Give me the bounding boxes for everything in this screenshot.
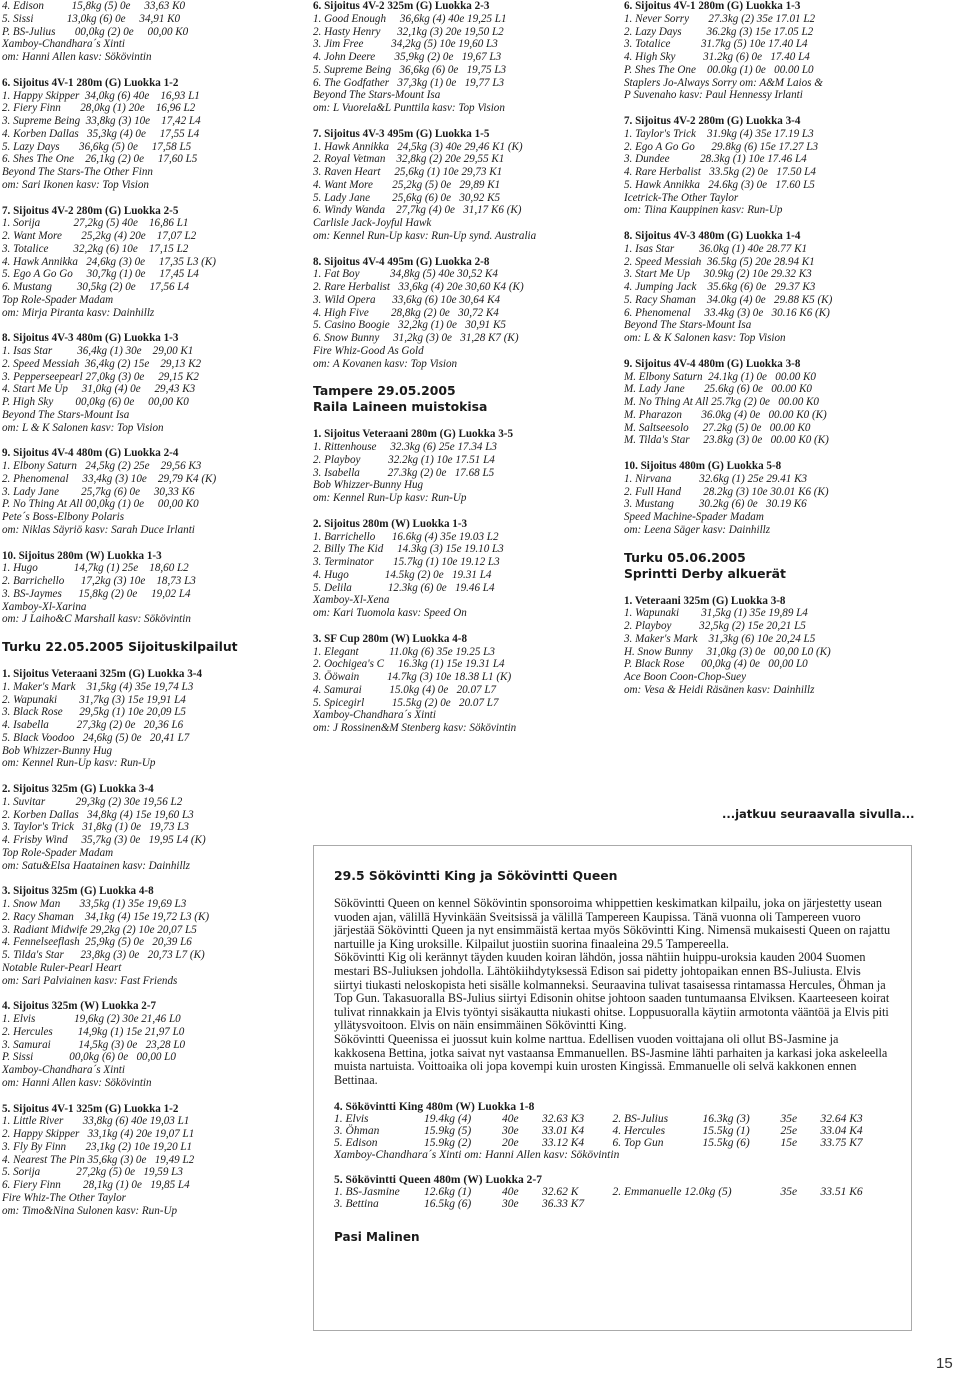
article-box: [313, 845, 912, 1331]
result-block: [2, 885, 300, 987]
king-table: [334, 1113, 891, 1149]
race-title: 7. Sijoitus 4V-3 495m (G) Luokka 1-5: [313, 127, 490, 140]
result-line: 5. Lazy Days 36,6kg (5) 0e 17,58 L5: [2, 140, 192, 153]
result-line: 6. Shes The One 26,1kg (2) 0e 17,60 L5: [2, 153, 198, 166]
result-cell: 1. BS-Jasmine: [334, 1186, 400, 1199]
result-line: 4. Korben Dallas 35,3kg (4) 0e 17,55 L4: [2, 127, 200, 140]
result-line: om: Vesa & Heidi Räsänen kasv: Dainhillz: [624, 683, 815, 696]
race-title: 7. Sijoitus 4V-2 280m (G) Luokka 2-5: [2, 204, 179, 217]
result-cell: 19.4kg (4): [424, 1113, 472, 1126]
result-row: [613, 1186, 892, 1198]
queen-results: [334, 1174, 891, 1210]
result-line: 3. Black Rose 29,5kg (1) 10e 20,09 L5: [2, 706, 186, 719]
race-title: 1. Sijoitus Veteraani 280m (G) Luokka 3-5: [313, 428, 514, 441]
result-block: [2, 550, 300, 627]
result-cell: 32.63 K3: [542, 1113, 585, 1126]
result-cell: 40e: [502, 1113, 519, 1126]
result-line: om: J Rossinen&M Stenberg kasv: Sökövintin: [313, 722, 517, 734]
king-title: 4. Sökövintti King 480m (W) Luokka 1-8: [334, 1101, 535, 1114]
race-title: 6. Sijoitus 4V-1 280m (G) Luokka 1-3: [624, 0, 801, 12]
race-title: 2. Sijoitus 280m (W) Luokka 1-3: [313, 517, 468, 530]
result-line: 4. High Five 28,8kg (2) 0e 30,72 K4: [313, 306, 499, 319]
result-cell: 2. BS-Julius: [612, 1113, 669, 1126]
result-line: P. Sissi 00,0kg (6) 0e 00,00 L0: [2, 1051, 176, 1064]
article-paragraph: Sökövintti Queenissa ei juossut kuin kolme narttua. Edellisen vuoden voittajana oli ollut BS-Jasmine ja kakkosena Bettina, jotka saivat nyt vastaansa Emmanuellen. BS-Jasmine lähti parhaiten ja karkasi joka askeleella muista nartuista. Voittoaika oli jopa kovempi kuin urosten Kingissä. Emmanuelle oli selvä kakkonen ennen Bettinaa.: [334, 1031, 888, 1087]
result-cell: 33.12 K4: [542, 1137, 585, 1150]
result-line: 1. Happy Skipper 34,0kg (6) 40e 16,93 L1: [2, 89, 200, 102]
result-cell: 15.9kg (5): [424, 1125, 472, 1138]
result-line: P. No Thing At All 00,0kg (1) 0e 00,00 K0: [2, 498, 199, 511]
result-line: 1. Fat Boy 34,8kg (5) 40e 30,52 K4: [313, 268, 498, 281]
result-line: M. Elbony Saturn 24.1kg (1) 0e 00.00 K0: [624, 370, 816, 383]
result-cell: 15.5kg (6): [702, 1137, 750, 1150]
result-line: 2. Billy The Kid 14.3kg (3) 15e 19.10 L3: [313, 543, 504, 556]
result-line: om: Mirja Piranta kasv: Dainhillz: [2, 306, 155, 319]
result-line: om: Sari Palviainen kasv: Fast Friends: [2, 974, 178, 987]
result-block: [624, 595, 924, 697]
result-line: P. High Sky 00,0kg (6) 0e 00,00 K0: [2, 396, 189, 408]
result-line: Bob Whizzer-Bunny Hug: [313, 479, 424, 492]
result-line: Bob Whizzer-Bunny Hug: [2, 744, 113, 757]
result-line: 1. Taylor's Trick 31.9kg (4) 35e 17.19 L3: [624, 127, 814, 140]
race-title: 6. Sijoitus 4V-1 280m (G) Luokka 1-2: [2, 76, 179, 89]
result-cell: 35e: [780, 1113, 798, 1126]
result-cell: 32.64 K3: [820, 1113, 863, 1126]
result-line: 2. Korben Dallas 34,8kg (4) 15e 19,60 L3: [2, 808, 194, 821]
result-line: 3. Totalice 31.7kg (5) 10e 17.40 L4: [624, 38, 808, 51]
result-line: 6. Phenomenal 33.4kg (3) 0e 30.16 K6 (K): [624, 306, 830, 319]
race-title: 8. Sijoitus 4V-4 495m (G) Luokka 2-8: [313, 255, 490, 268]
result-cell: [703, 1186, 781, 1198]
result-line: 1. Maker's Mark 31,5kg (4) 35e 19,74 L3: [2, 680, 194, 693]
result-line: 2. Phenomenal 33,4kg (3) 10e 29,79 K4 (K): [2, 472, 217, 485]
result-cell: 3. Bettina: [334, 1198, 379, 1211]
result-cell: 20e: [502, 1137, 519, 1150]
event-heading: Turku 05.06.2005 Sprintti Derby alkuerät: [624, 549, 786, 581]
article-body: [334, 897, 891, 1087]
king-right: [613, 1113, 892, 1149]
race-title: 8. Sijoitus 4V-3 480m (G) Luokka 1-4: [624, 230, 801, 242]
article-paragraph: Sökövintti Kig oli kerännyt täyden kuuden koiran lähdön, jossa nähtiin huippu-uroksia kauden 2004 Suomen mestari BS-Juliuksen johdolla. Lähtökiihdytyksessä Edison sai pidetty johtopaikan ennen BS-Juliusta. Elvis siirtyi tiukasti neloskopista heti sisälle kolmanneksi. Seuraavina tulivat tasaisessa rintamassa Hercules, Öhman ja Top Gun. Takasuoralla BS-Julius siirtyi Edisonin ohitse johtoon saaden tuntumaansa Elviksen. Kaarteeseen koirat tulivat rinnakkain ja Elvis työntyi sisäkautta niukasti ohitse. Loppusuoralla käytiin armotonta vääntöä ja Elvis piti yllätysvoitoon. Elvis on näin ensimmäinen Sökövintti King.: [334, 950, 890, 1033]
result-line: 4. Fennelseeflash 25,9kg (5) 0e 20,39 L6: [2, 936, 192, 949]
result-line: Beyond The Stars-Mount Isa: [624, 319, 752, 332]
result-line: 1. Elvis 19,6kg (2) 30e 21,46 L0: [2, 1013, 181, 1025]
result-line: Beyond The Stars-The Other Finn: [2, 166, 153, 178]
result-block: [313, 383, 611, 415]
result-line: 2. Want More 25,2kg (4) 20e 17,07 L2: [2, 230, 197, 242]
result-row: [613, 1137, 892, 1149]
race-title: 1. Veteraani 325m (G) Luokka 3-8: [624, 594, 786, 607]
result-line: 4. High Sky 31.2kg (6) 0e 17.40 L4: [624, 51, 810, 63]
article-paragraph: Sökövintti Queen on kennel Sökövintin sponsoroima whippettien keskimatkan kilpailu, joka on järjestetty usean vuoden ajan, välillä Hyvinkään Sveitsissä ja välillä Tampereen Kaupissa. Tänä vuonna oli Tampereen vuoro järjestää Sökövintti Queen ja nyt ensimmäistä kertaa myös Sökövintti King. Nimensä mukaisesti Queen on rajattu nartuille ja King uroksille. Kilpailut juostiin suorina finaaleina 29.5 Tampereella.: [334, 896, 891, 951]
result-line: 2. Playboy 32.2kg (1) 10e 17.51 L4: [313, 453, 495, 466]
result-line: 3. Samurai 14,5kg (3) 0e 23,28 L0: [2, 1038, 186, 1051]
result-line: Top Role-Spader Madam: [2, 293, 114, 306]
result-cell: 40e: [502, 1186, 519, 1199]
result-row: [613, 1113, 892, 1125]
race-title: 8. Sijoitus 4V-3 480m (G) Luokka 1-3: [2, 332, 179, 345]
result-line: 1. Wapunaki 31,5kg (1) 35e 19,89 L4: [624, 607, 808, 620]
result-line: om: Hanni Allen kasv: Sökövintin: [2, 51, 152, 63]
result-line: Xamboy-Chandhara´s Xinti: [2, 38, 125, 51]
result-cell: 15.9kg (2): [424, 1137, 472, 1150]
result-line: 3. Terminator 15.7kg (1) 10e 19.12 L3: [313, 556, 500, 568]
result-block: [313, 128, 611, 243]
result-cell: 2. Emmanuelle 12.0kg (5): [612, 1186, 732, 1199]
result-line: 3. Raven Heart 25,6kg (1) 10e 29,73 K1: [313, 166, 503, 178]
result-line: 2. Wapunaki 31,7kg (3) 15e 19,91 L4: [2, 693, 186, 706]
result-line: M. No Thing At All 25.7kg (2) 0e 00.00 K0: [624, 396, 819, 408]
race-title: 3. Sijoitus 325m (G) Luokka 4-8: [2, 885, 154, 898]
result-line: 5. Sorija 27,2kg (5) 0e 19,59 L3: [2, 1166, 183, 1179]
king-left: [334, 1113, 613, 1149]
result-line: 4. Hugo 14.5kg (2) 0e 19.31 L4: [313, 568, 492, 581]
result-line: 2. Racy Shaman 34,1kg (4) 15e 19,72 L3 (K): [2, 910, 210, 923]
result-row: [334, 1125, 613, 1137]
result-line: Ace Boon Coon-Chop-Suey: [624, 671, 746, 683]
result-line: om: A Kovanen kasv: Top Vision: [313, 357, 458, 370]
result-line: 6. The Godfather 37,3kg (1) 0e 19,77 L3: [313, 76, 505, 89]
result-block: [2, 332, 300, 434]
result-line: 5. Casino Boogie 32,2kg (1) 0e 30,91 K5: [313, 319, 506, 332]
race-title: 3. SF Cup 280m (W) Luokka 4-8: [313, 632, 468, 645]
result-block: [624, 460, 924, 537]
queen-right: [613, 1186, 892, 1210]
result-block: [2, 668, 300, 770]
page-number: 15: [936, 1355, 953, 1372]
result-line: 4. Jumping Jack 35.6kg (6) 0e 29.37 K3: [624, 281, 816, 293]
result-line: 1. Barrichello 16.6kg (4) 35e 19.03 L2: [313, 530, 499, 543]
race-title: 10. Sijoitus 480m (G) Luokka 5-8: [624, 460, 782, 472]
result-line: P. BS-Julius 00,0kg (2) 0e 00,00 K0: [2, 25, 189, 38]
results-column-1: [2, 0, 300, 1230]
result-row: [334, 1198, 613, 1210]
result-line: 4. Isabella 27,3kg (2) 0e 20,36 L6: [2, 719, 184, 731]
result-cell: 33.75 K7: [820, 1137, 863, 1150]
result-line: om: Tiina Kauppinen kasv: Run-Up: [624, 204, 783, 217]
result-line: 1. Never Sorry 27.3kg (2) 35e 17.01 L2: [624, 12, 816, 25]
result-line: 4. Edison 15,8kg (5) 0e 33,63 K0: [2, 0, 186, 12]
queen-left: [334, 1186, 613, 1210]
king-results: [334, 1101, 891, 1161]
result-cell: 33.04 K4: [820, 1125, 863, 1138]
result-line: 4. Samurai 15.0kg (4) 0e 20.07 L7: [313, 683, 497, 696]
result-line: 1. Snow Man 33,5kg (1) 35e 19,69 L3: [2, 898, 187, 910]
result-cell: 36.33 K7: [542, 1198, 585, 1211]
result-line: 6. Windy Wanda 27,7kg (4) 0e 31,17 K6 (K): [313, 204, 522, 217]
queen-title: 5. Sökövintti Queen 480m (W) Luokka 2-7: [334, 1174, 542, 1187]
king-footer: Xamboy-Chandhara´s Xinti om: Hanni Allen kasv: Sökövintin: [334, 1149, 620, 1162]
result-line: 1. Isas Star 36,4kg (1) 30e 29,00 K1: [2, 345, 194, 357]
result-line: 4. Rare Herbalist 33.5kg (2) 0e 17.50 L4: [624, 166, 816, 178]
result-line: Xamboy-Xl-Xarina: [2, 600, 87, 613]
result-line: om: Kennel Run-Up kasv: Run-Up: [313, 492, 467, 504]
result-line: 2. Hercules 14,9kg (1) 15e 21,97 L0: [2, 1025, 185, 1038]
result-line: om: Satu&Elsa Haatainen kasv: Dainhillz: [2, 859, 190, 872]
result-line: M. Saltseesolo 27.2kg (5) 0e 00.00 K0: [624, 421, 811, 434]
result-line: 5. Supreme Being 36,6kg (6) 0e 19,75 L3: [313, 63, 507, 76]
result-line: P Suvenaho kasv: Paul Hennessy Irlanti: [624, 89, 803, 102]
race-title: 4. Sijoitus 325m (W) Luokka 2-7: [2, 1000, 157, 1013]
result-line: 6. Mustang 30,5kg (2) 0e 17,56 L4: [2, 281, 190, 293]
result-line: om: Hanni Allen kasv: Sökövintin: [2, 1076, 152, 1089]
result-line: om: Kennel Run-Up kasv: Run-Up synd. Australia: [313, 229, 537, 242]
result-block: [624, 0, 924, 102]
race-title: 7. Sijoitus 4V-2 280m (G) Luokka 3-4: [624, 115, 801, 127]
race-title: 6. Sijoitus 4V-2 325m (G) Luokka 2-3: [313, 0, 490, 12]
result-block: [2, 1103, 300, 1218]
result-block: [313, 633, 611, 735]
result-line: 6. Fiery Finn 28,1kg (1) 0e 19,85 L4: [2, 1179, 190, 1191]
result-line: Beyond The Stars-Mount Isa: [2, 408, 130, 421]
result-line: Fire Whiz-Good As Gold: [313, 344, 424, 357]
result-line: P. Black Rose 00,0kg (4) 0e 00,00 L0: [624, 658, 808, 671]
result-line: M. Tilda's Star 23.8kg (3) 0e 00.00 K0 (K): [624, 434, 829, 447]
result-cell: 16.5kg (6): [424, 1198, 472, 1211]
result-line: Beyond The Stars-Mount Isa: [313, 89, 441, 102]
result-line: Xamboy-Chandhara´s Xinti: [313, 709, 436, 722]
article-title: 29.5 Sökövintti King ja Sökövintti Queen: [334, 868, 618, 883]
result-block: [313, 518, 611, 620]
result-line: 3. Start Me Up 30.9kg (2) 10e 29.32 K3: [624, 268, 812, 281]
result-line: 4. Nearest The Pin 35,6kg (3) 0e 19,49 L2: [2, 1153, 195, 1166]
result-line: 4. Want More 25,2kg (5) 0e 29,89 K1: [313, 178, 501, 191]
result-block: [2, 77, 300, 192]
result-line: 3. Jim Free 34,2kg (5) 10e 19,60 L3: [313, 38, 498, 51]
result-line: M. Lady Jane 25.6kg (6) 0e 00.00 K0: [624, 383, 812, 396]
result-line: Pete´s Boss-Elbony Polaris: [2, 511, 125, 523]
result-line: om: Niklas Säyriö kasv: Sarah Duce Irlanti: [2, 523, 195, 536]
result-cell: 30e: [502, 1198, 519, 1211]
result-line: 1. Good Enough 36,6kg (4) 40e 19,25 L1: [313, 12, 507, 25]
result-block: [313, 256, 611, 371]
result-line: om: L Vuorela&L Punttila kasv: Top Vision: [313, 102, 505, 114]
result-row: [334, 1186, 613, 1198]
result-line: 3. Dundee 28.3kg (1) 10e 17.46 L4: [624, 153, 807, 166]
result-row: [334, 1113, 613, 1125]
result-line: 2. Playboy 32,5kg (2) 15e 20,21 L5: [624, 620, 806, 632]
result-line: 1. Isas Star 36.0kg (1) 40e 28.77 K1: [624, 242, 808, 255]
result-line: 1. Nirvana 32.6kg (1) 25e 29.41 K3: [624, 472, 808, 485]
result-block: [2, 1000, 300, 1089]
race-title: 5. Sijoitus 4V-1 325m (G) Luokka 1-2: [2, 1102, 179, 1115]
result-line: 3. BS-Jaymes 15,8kg (2) 0e 19,02 L4: [2, 587, 191, 600]
result-line: 5. Black Voodoo 24,6kg (5) 0e 20,41 L7: [2, 731, 190, 744]
result-line: om: Leena Säger kasv: Dainhillz: [624, 523, 771, 536]
result-line: 3. Pepperseepearl 27,0kg (3) 0e 29,15 K2: [2, 370, 199, 383]
result-line: 2. Hasty Henry 32,1kg (3) 20e 19,50 L2: [313, 25, 504, 38]
result-line: 3. Totalice 32,2kg (6) 10e 17,15 L2: [2, 242, 189, 255]
result-cell: 33.01 K4: [542, 1125, 585, 1138]
result-line: 4. Frisby Wind 35,7kg (3) 0e 19,95 L4 (K): [2, 834, 206, 846]
result-line: 5. Racy Shaman 34.0kg (4) 0e 29.88 K5 (K): [624, 293, 833, 306]
continued-note: ...jatkuu seuraavalla sivulla...: [722, 807, 915, 821]
result-line: 5. Sissi 13,0kg (6) 0e 34,91 K0: [2, 12, 181, 25]
result-line: 2. Royal Vetman 32,8kg (2) 20e 29,55 K1: [313, 153, 505, 166]
result-line: 5. Hawk Annikka 24.6kg (3) 0e 17.60 L5: [624, 178, 815, 191]
result-line: 5. Ego A Go Go 30,7kg (1) 0e 17,45 L4: [2, 268, 199, 281]
result-block: [624, 550, 924, 582]
result-line: Fire Whiz-The Other Taylor: [2, 1191, 126, 1204]
result-line: 4. John Deere 35,9kg (2) 0e 19,67 L3: [313, 51, 502, 63]
result-cell: 3. Öhman: [334, 1125, 380, 1138]
race-title: 9. Sijoitus 4V-4 480m (G) Luokka 3-8: [624, 357, 801, 370]
result-line: om: Timo&Nina Sulonen kasv: Run-Up: [2, 1204, 178, 1217]
result-block: [2, 447, 300, 536]
result-line: Notable Ruler-Pearl Heart: [2, 961, 122, 974]
result-line: Icetrick-The Other Taylor: [624, 191, 739, 204]
result-line: 3. Fly By Finn 23,1kg (2) 10e 19,20 L1: [2, 1140, 193, 1153]
result-cell: 16.3kg (3): [702, 1113, 750, 1126]
result-cell: 33.51 K6: [820, 1186, 863, 1199]
result-line: 1. Little River 33,8kg (6) 40e 19,03 L1: [2, 1115, 190, 1128]
result-line: 5. Delila 12.3kg (6) 0e 19.46 L4: [313, 581, 495, 594]
result-block: [313, 0, 611, 115]
results-column-3: [624, 0, 924, 710]
result-line: 3. Taylor's Trick 31,8kg (1) 0e 19,73 L3: [2, 821, 189, 834]
result-block: [624, 358, 924, 447]
result-line: M. Pharazon 36.0kg (4) 0e 00.00 K0 (K): [624, 408, 827, 421]
result-cell: 35e: [780, 1186, 798, 1199]
result-line: 2. Speed Messiah 36,4kg (2) 15e 29,13 K2: [2, 357, 202, 370]
result-line: Staplers Jo-Always Sorry om: A&M Laios &: [624, 76, 823, 89]
result-cell: 6. Top Gun: [612, 1137, 664, 1150]
event-heading: Tampere 29.05.2005 Raila Laineen muistokisa: [313, 383, 488, 415]
result-row: [334, 1137, 613, 1149]
result-cell: 15.5kg (1): [702, 1125, 750, 1138]
result-line: 2. Lazy Days 36.2kg (3) 15e 17.05 L2: [624, 25, 814, 38]
result-line: 3. Radiant Midwife 29,2kg (2) 10e 20,07 L5: [2, 923, 197, 936]
result-line: 2. Ego A Go Go 29.8kg (6) 15e 17.27 L3: [624, 140, 819, 153]
result-line: 1. Hawk Annikka 24,5kg (3) 40e 29,46 K1 (K): [313, 140, 523, 153]
result-line: 4. Hawk Annikka 24,6kg (3) 0e 17,35 L3 (K): [2, 255, 216, 268]
result-line: 2. Speed Messiah 36.5kg (5) 20e 28.94 K1: [624, 255, 815, 268]
race-title: 2. Sijoitus 325m (G) Luokka 3-4: [2, 783, 154, 795]
result-line: 2. Full Hand 28.2kg (3) 10e 30.01 K6 (K): [624, 485, 829, 498]
result-cell: 5. Edison: [334, 1137, 378, 1150]
queen-table: [334, 1186, 891, 1210]
result-line: 3. Maker's Mark 31,3kg (6) 10e 20,24 L5: [624, 632, 816, 645]
result-block: [624, 230, 924, 345]
results-column-2: [313, 0, 611, 748]
event-heading: Turku 22.05.2005 Sijoituskilpailut: [2, 639, 238, 654]
race-title: 10. Sijoitus 280m (W) Luokka 1-3: [2, 549, 162, 562]
result-cell: 12.6kg (1): [424, 1186, 472, 1199]
result-line: 3. Mustang 30.2kg (6) 0e 30.19 K6: [624, 498, 807, 511]
result-row: [613, 1125, 892, 1137]
result-line: H. Snow Bunny 31,0kg (3) 0e 00,00 L0 (K): [624, 645, 831, 658]
author: Pasi Malinen: [334, 1230, 420, 1245]
result-line: 5. Spicegirl 15.5kg (2) 0e 20.07 L7: [313, 696, 499, 709]
result-line: Speed Machine-Spader Madam: [624, 511, 764, 523]
result-block: [313, 428, 611, 505]
result-line: 3. Isabella 27.3kg (2) 0e 17.68 L5: [313, 466, 495, 479]
result-line: 1. Elegant 11.0kg (6) 35e 19.25 L3: [313, 645, 495, 658]
result-block: [2, 0, 300, 64]
result-line: 5. Lady Jane 25,6kg (6) 0e 30,92 K5: [313, 191, 501, 204]
result-cell: 25e: [780, 1125, 798, 1138]
result-cell: 1. Elvis: [334, 1113, 369, 1126]
result-line: Top Role-Spader Madam: [2, 846, 114, 859]
race-title: 1. Sijoitus Veteraani 325m (G) Luokka 3-4: [2, 668, 203, 680]
result-line: 2. Happy Skipper 33,1kg (4) 20e 19,07 L1: [2, 1128, 195, 1140]
result-line: 1. Rittenhouse 32.3kg (6) 25e 17.34 L3: [313, 441, 497, 453]
result-cell: 32.62 K: [542, 1186, 579, 1199]
result-block: [2, 639, 300, 655]
result-line: P. Shes The One 00.0kg (1) 0e 00.00 L0: [624, 63, 814, 76]
result-line: om: J Laiho&C Marshall kasv: Sökövintin: [2, 613, 191, 626]
result-line: 2. Barrichello 17,2kg (3) 10e 18,73 L3: [2, 575, 196, 587]
result-line: 2. Oochigea's C 16.3kg (1) 15e 19.31 L4: [313, 658, 505, 671]
result-line: Carlisle Jack-Joyful Hawk: [313, 217, 432, 229]
result-line: 2. Fiery Finn 28,0kg (1) 20e 16,96 L2: [2, 102, 196, 115]
result-line: Xamboy-Chandhara´s Xinti: [2, 1064, 125, 1076]
result-line: 3. Lady Jane 25,7kg (6) 0e 30,33 K6: [2, 485, 195, 498]
result-line: om: Kennel Run-Up kasv: Run-Up: [2, 757, 156, 770]
result-line: om: L & K Salonen kasv: Top Vision: [2, 421, 164, 434]
result-line: 1. Hugo 14,7kg (1) 25e 18,60 L2: [2, 562, 189, 575]
result-line: om: L & K Salonen kasv: Top Vision: [624, 332, 786, 344]
result-cell: 4. Hercules: [612, 1125, 666, 1138]
result-block: [624, 115, 924, 217]
result-line: om: Sari Ikonen kasv: Top Vision: [2, 178, 149, 191]
race-title: 9. Sijoitus 4V-4 480m (G) Luokka 2-4: [2, 447, 179, 460]
result-cell: 30e: [502, 1125, 519, 1138]
result-line: 6. Snow Bunny 31,2kg (3) 0e 31,28 K7 (K): [313, 332, 519, 344]
result-block: [2, 783, 300, 872]
result-cell: 15e: [780, 1137, 798, 1150]
result-line: 3. Wild Opera 33,6kg (6) 10e 30,64 K4: [313, 293, 501, 306]
result-line: 1. Sorija 27,2kg (5) 40e 16,86 L1: [2, 217, 189, 230]
result-line: 5. Tilda's Star 23,8kg (3) 0e 20,73 L7 (K): [2, 949, 205, 961]
result-line: 4. Start Me Up 31,0kg (4) 0e 29,43 K3: [2, 383, 196, 396]
result-block: [2, 205, 300, 320]
result-line: 3. Ööwain 14.7kg (3) 10e 18.38 L1 (K): [313, 671, 512, 683]
result-line: Xamboy-Xl-Xena: [313, 594, 390, 607]
result-line: 1. Elbony Saturn 24,5kg (2) 25e 29,56 K3: [2, 460, 202, 472]
result-line: 3. Supreme Being 33,8kg (3) 10e 17,42 L4: [2, 115, 201, 127]
result-line: 1. Suvitar 29,3kg (2) 30e 19,56 L2: [2, 795, 183, 808]
result-line: 2. Rare Herbalist 33,6kg (4) 20e 30,60 K4 (K): [313, 281, 524, 293]
result-line: om: Kari Tuomola kasv: Speed On: [313, 607, 467, 619]
